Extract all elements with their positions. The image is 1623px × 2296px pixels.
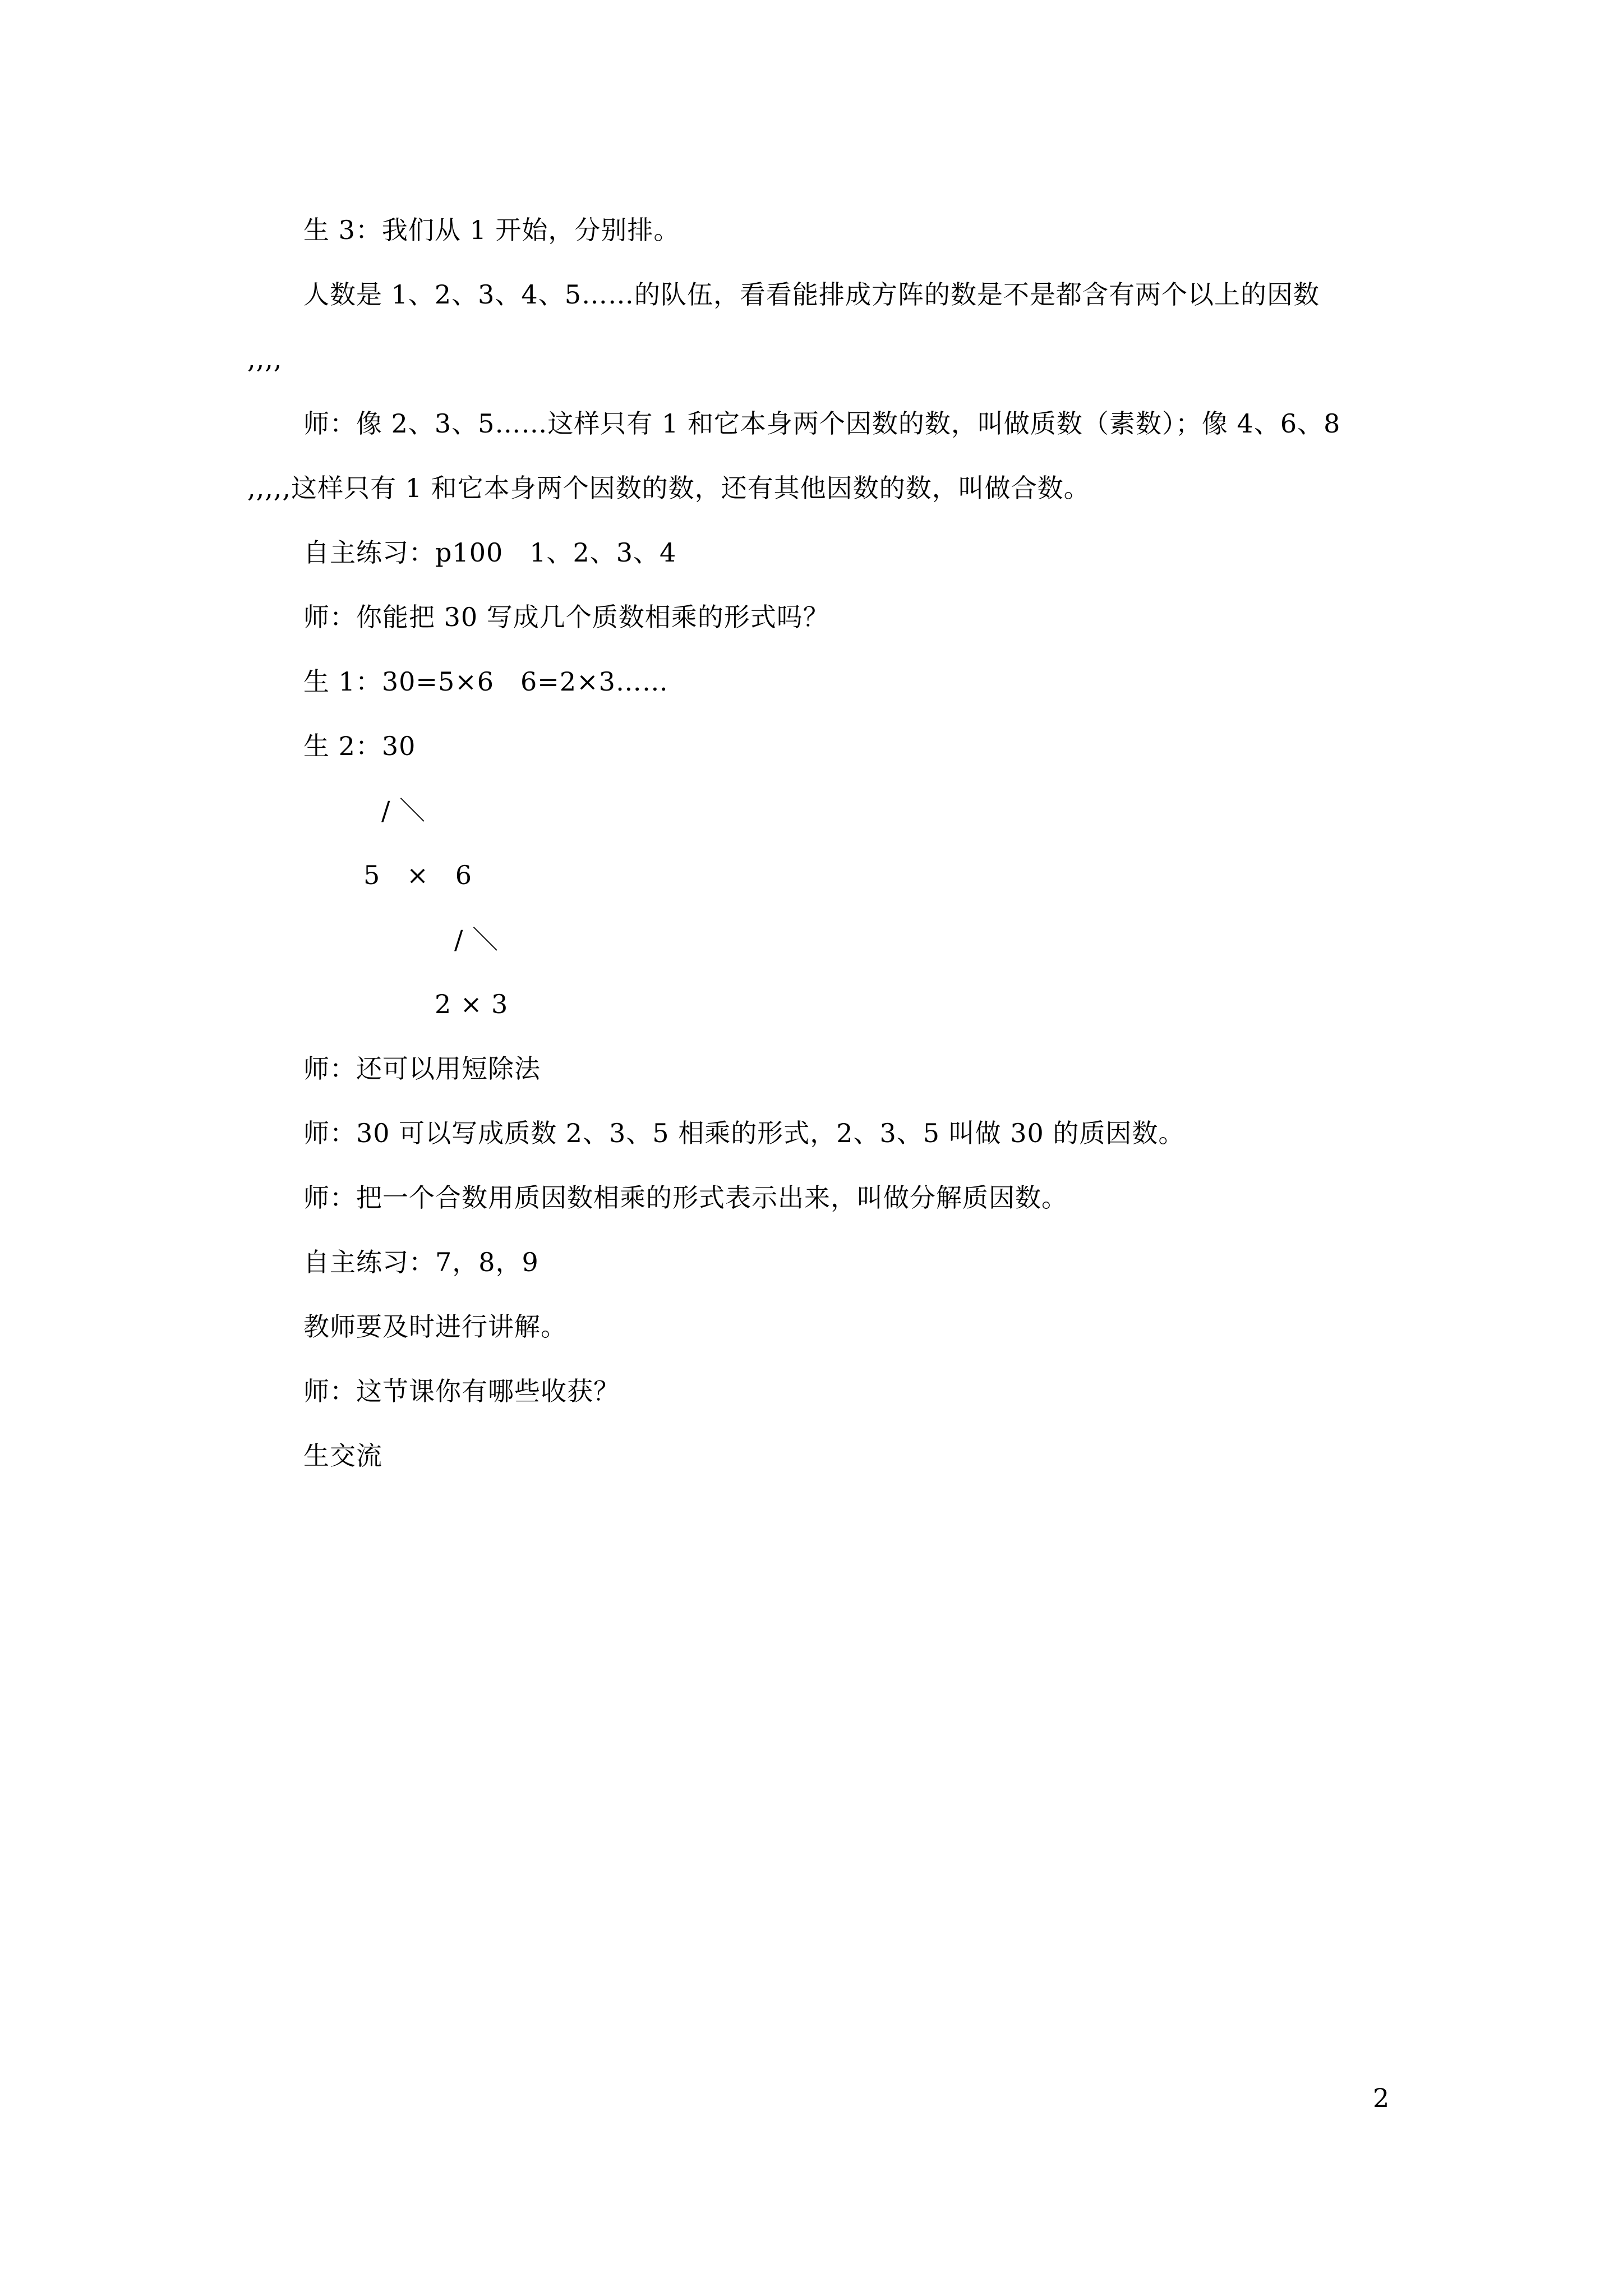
page-number: 2 <box>1373 2083 1390 2113</box>
text-line: 师：30 可以写成质数 2、3、5 相乘的形式，2、3、5 叫做 30 的质因数。 <box>303 1118 1185 1148</box>
text-line: 生 2：30 <box>303 731 416 761</box>
text-line: 师：这节课你有哪些收获？ <box>303 1376 620 1406</box>
text-line: 师：你能把 30 写成几个质数相乘的形式吗？ <box>303 602 829 632</box>
text-line: 生 1：30=5×6 6=2×3…… <box>303 666 668 697</box>
factor-tree-row: 2 × 3 <box>435 989 509 1019</box>
factor-tree-branch: / ＼ <box>381 795 426 826</box>
factor-tree-branch: / ＼ <box>454 924 499 955</box>
text-line: 自主练习：p100 1、2、3、4 <box>303 537 677 568</box>
text-line: 自主练习：7，8，9 <box>303 1247 539 1277</box>
text-line: 生 3：我们从 1 开始，分别排。 <box>303 215 680 245</box>
text-line: 教师要及时进行讲解。 <box>303 1312 567 1342</box>
text-line: 师：像 2、3、5……这样只有 1 和它本身两个因数的数，叫做质数（素数）；像 4、6、8 <box>303 408 1341 439</box>
text-line: ,,,,,这样只有 1 和它本身两个因数的数，还有其他因数的数，叫做合数。 <box>247 473 1090 503</box>
text-line: 师：把一个合数用质因数相乘的形式表示出来，叫做分解质因数。 <box>303 1182 1068 1213</box>
text-line: 生交流 <box>303 1441 382 1471</box>
factor-tree-row: 5 × 6 <box>363 860 473 890</box>
text-line: 师：还可以用短除法 <box>303 1053 541 1084</box>
text-line: 人数是 1、2、3、4、5……的队伍，看看能排成方阵的数是不是都含有两个以上的因数 <box>303 279 1320 310</box>
text-line: ,,,, <box>247 344 283 374</box>
